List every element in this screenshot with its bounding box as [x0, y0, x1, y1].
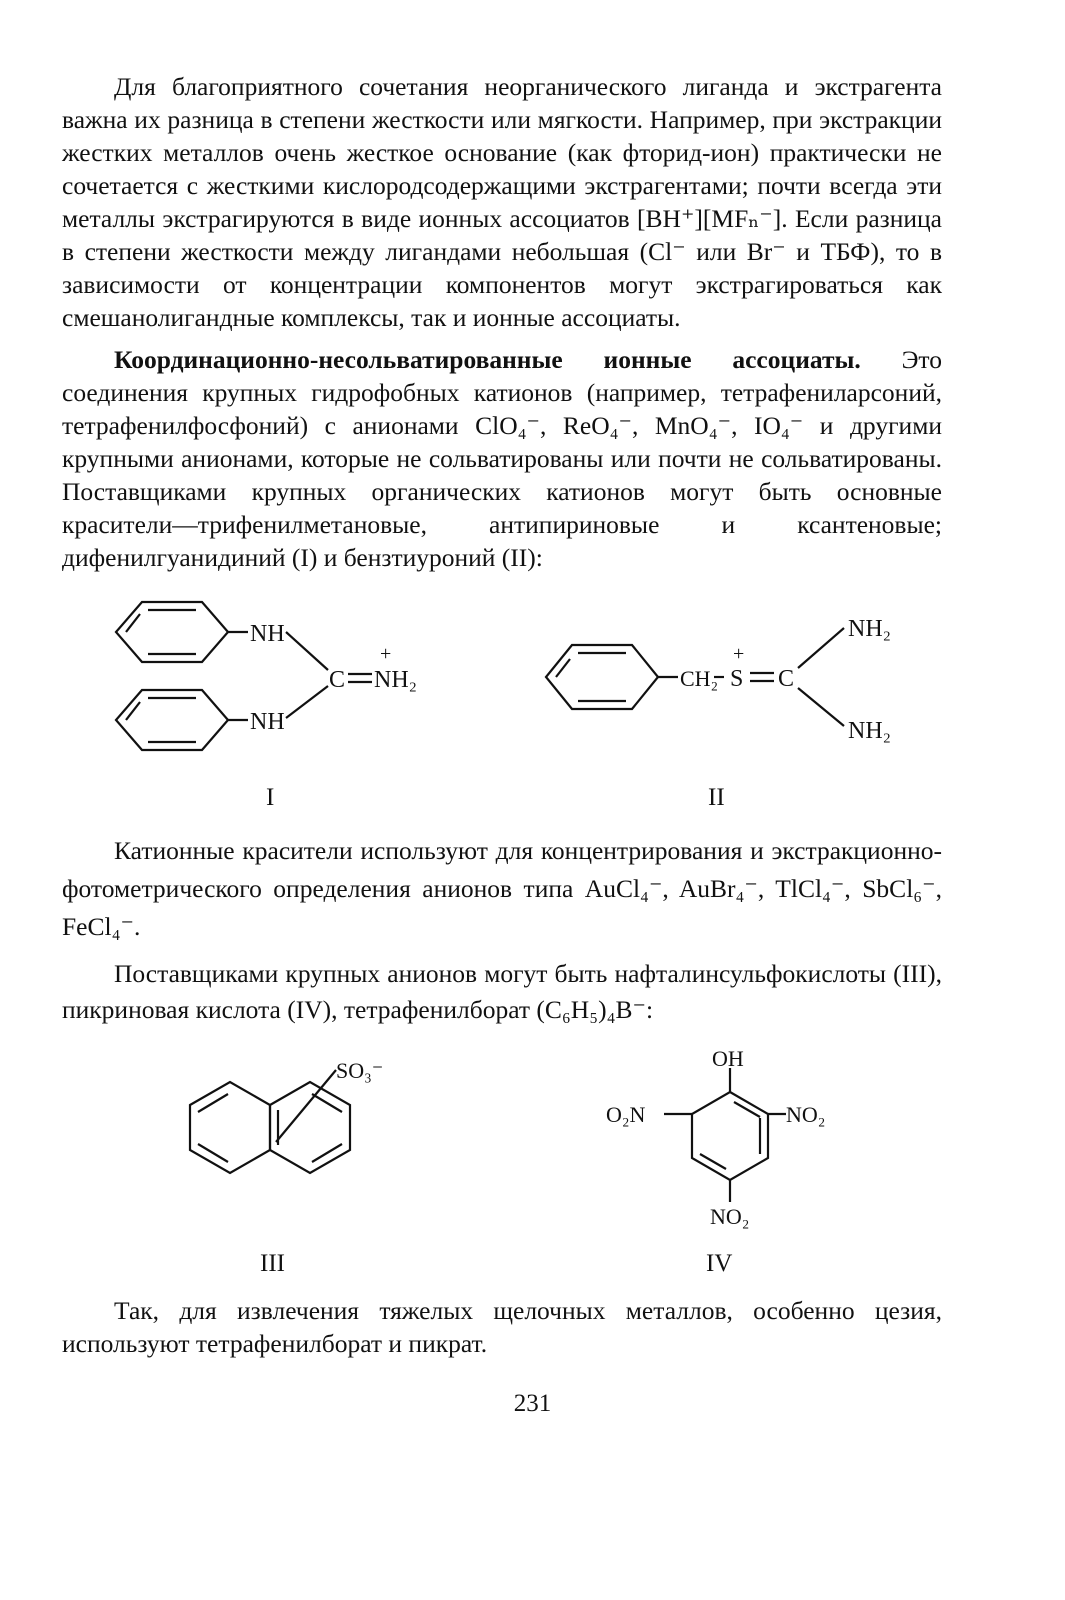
paragraph-heavy-alkali — [62, 1294, 942, 1360]
nitro-right-label: NO₂ — [786, 1102, 826, 1127]
paragraph1-text-a: Для благоприятного сочетания неорганического лиганда и экстрагента важна их разница в степени жесткости или мягкости. Например, при экстракции жестких металлов очень жесткое основание (как фторид-ион) практически не сочетается с жесткими кислородсодержащими экстрагентами; почти всегда эти металлы экстрагируются в виде ионных ассоциатов — [62, 72, 942, 233]
paragraph1-text-b: . Если разница в степени жесткости между лигандами небольшая ( — [62, 204, 943, 266]
anion-io4: IO₄⁻ — [753, 411, 804, 440]
central-carbon-label: C — [329, 667, 346, 693]
paragraph2-text-b: и другими крупными анионами, которые не сольватированы или почти не сольватированы. Поставщиками крупных органических катионов могут быть основные красители—трифенилметановые, антипириновые и ксантеновые; дифенилгуанидиний (I) и бензтиуроний (II): — [62, 411, 942, 572]
anion-clo4: ClO₄⁻ — [475, 411, 540, 440]
benzene-ring — [692, 1092, 768, 1180]
structure-label-II: II — [708, 784, 725, 811]
nh-top-label: NH — [250, 621, 285, 647]
bromide-ion: Br⁻ — [746, 237, 786, 266]
paragraph1-or: или — [685, 237, 747, 266]
positive-charge: + — [733, 643, 745, 665]
structure-diphenylguanidinium — [110, 590, 450, 780]
paragraph4-end: : — [645, 995, 654, 1024]
structure-benzthiuronium — [540, 610, 920, 760]
paragraph2-text-a: Это соединения крупных гидрофобных катионов (например, тетрафениларсоний, тетрафенилфосфоний) с анионами — [62, 345, 942, 440]
page-number: 231 — [513, 1390, 552, 1417]
paragraph3-text-a: Катионные красители используют для концентрирования и экстракционно-фотометрического определения анионов типа — [62, 836, 942, 903]
nh2-label: NH₂ — [374, 667, 418, 693]
chloride-ion: Cl⁻ — [648, 237, 686, 266]
benzene-ring — [546, 645, 658, 709]
nh-bottom-label: NH — [250, 709, 285, 735]
paragraph-ligand-hardness — [62, 70, 942, 334]
anion-sbcl6: SbCl₆⁻ — [862, 874, 936, 903]
paragraph1-text-c: и ТБФ), то в зависимости от концентрации компонентов могут экстрагироваться как смешанолигандные комплексы, так и ионные ассоциаты. — [62, 237, 942, 332]
anion-tlcl4: TlCl₄⁻ — [775, 874, 845, 903]
section-heading: Координационно-несольватированные ионные ассоциаты. — [114, 345, 861, 374]
structure-label-III: III — [260, 1250, 285, 1277]
paragraph4-text-a: Поставщиками крупных анионов могут быть нафталинсульфокислоты (III), пикриновая кислота (IV), тетрафенилборат — [62, 959, 942, 1024]
positive-charge: + — [380, 643, 392, 665]
paragraph5-text: Так, для извлечения тяжелых щелочных металлов, особенно цезия, используют тетрафенилборат и пикрат. — [62, 1296, 942, 1358]
nitro-left-label: O₂N — [606, 1102, 646, 1127]
nh2-top-label: NH₂ — [848, 616, 892, 642]
nitro-bottom-label: NO₂ — [710, 1204, 750, 1229]
ch2-label: CH₂ — [680, 666, 719, 691]
anion-fecl4: FeCl₄⁻ — [62, 912, 134, 941]
naphthalene-ring-left — [190, 1082, 270, 1173]
structure-picric-acid — [600, 1040, 860, 1240]
anion-reo4: ReO₄⁻ — [562, 411, 632, 440]
paragraph-ion-associates: Координационно-несольватированные ионные ассоциаты. Это соединения крупных гидрофобных катионов (например, тетрафениларсоний, тетрафенилфосфоний) с анионами ClO₄⁻, ReO₄⁻, MnO₄⁻, IO₄⁻ и другими крупными анионами, которые не сольватированы или почти не сольватированы. Поставщиками крупных органических катионов могут быть основные красители—трифенилметановые, антипириновые и ксантеновые; дифенилгуанидиний (I) и бензтиуроний (II): — [62, 345, 942, 572]
ion-associate-formula: [BH⁺][MFₙ⁻] — [637, 204, 782, 233]
paragraph3-end: . — [133, 912, 141, 941]
anion-aubr4: AuBr₄⁻ — [678, 874, 758, 903]
anion-aucl4: AuCl₄⁻ — [584, 874, 663, 903]
naphthalene-ring-right — [270, 1082, 350, 1173]
paragraph-large-anions — [62, 956, 942, 1028]
sulfur-label: S — [730, 666, 744, 692]
structure-label-IV: IV — [706, 1250, 733, 1277]
nh2-bottom-label: NH₂ — [848, 718, 892, 744]
carbon-label: C — [778, 666, 795, 692]
tetraphenylborate-formula: (C₆H₅)₄B⁻ — [536, 995, 646, 1024]
structure-label-I: I — [266, 784, 275, 811]
paragraph-cationic-dyes: Катионные красители используют для концентрирования и экстракционно-фотометрического определения анионов типа AuCl₄⁻, AuBr₄⁻, TlCl₄⁻, SbCl₆⁻, FeCl₄⁻. — [62, 836, 942, 941]
structure-naphthalenesulfonate — [150, 1050, 430, 1200]
anion-mno4: MnO₄⁻ — [654, 411, 732, 440]
sulfonate-label: SO₃⁻ — [336, 1058, 384, 1083]
hydroxyl-label: OH — [712, 1046, 744, 1071]
